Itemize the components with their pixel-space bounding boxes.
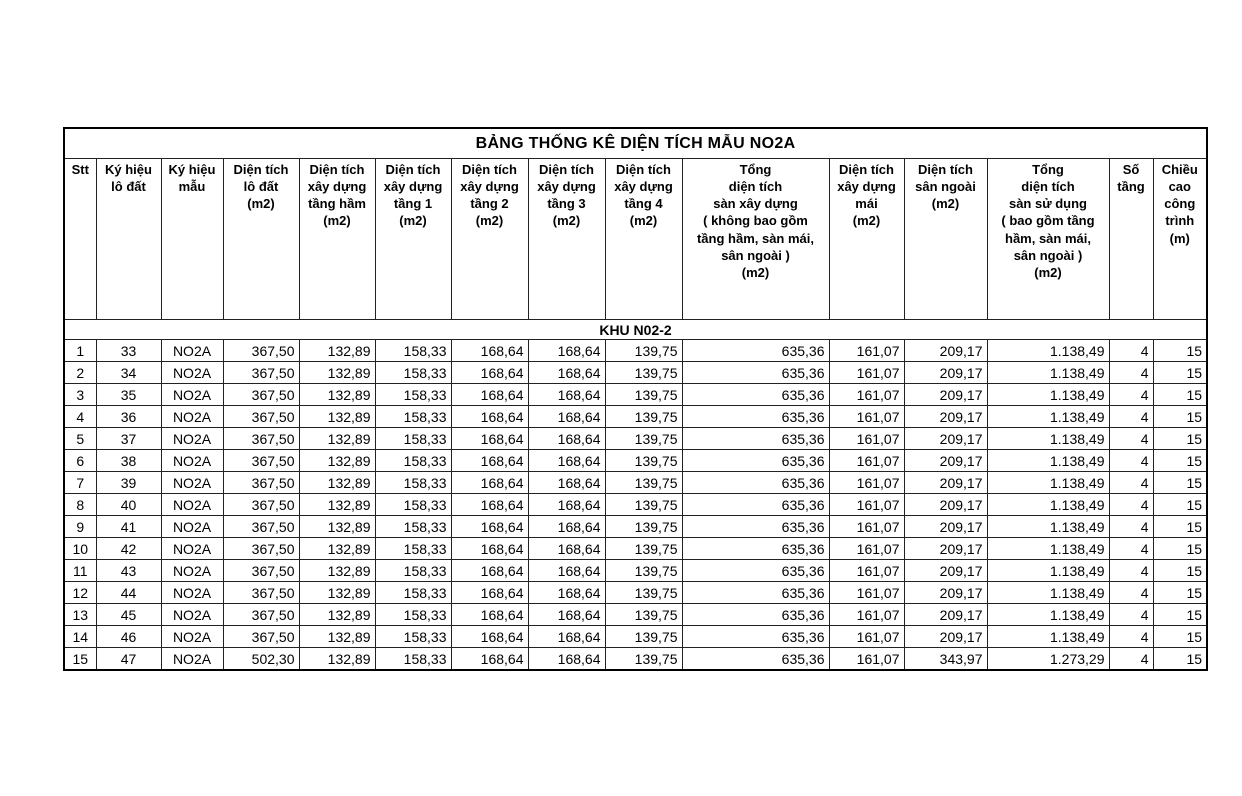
table-cell: 42 <box>96 538 161 560</box>
table-cell: 161,07 <box>829 538 904 560</box>
table-cell: 161,07 <box>829 494 904 516</box>
table-cell: 168,64 <box>451 560 528 582</box>
table-cell: 132,89 <box>299 406 375 428</box>
table-cell: 37 <box>96 428 161 450</box>
table-cell: 168,64 <box>528 450 605 472</box>
table-title: BẢNG THỐNG KÊ DIỆN TÍCH MẪU NO2A <box>64 128 1207 159</box>
table-cell: 139,75 <box>605 538 682 560</box>
table-cell: NO2A <box>161 494 223 516</box>
table-cell: 158,33 <box>375 648 451 671</box>
table-cell: 168,64 <box>451 582 528 604</box>
table-cell: 132,89 <box>299 384 375 406</box>
table-cell: 209,17 <box>904 362 987 384</box>
table-cell: 635,36 <box>682 604 829 626</box>
table-cell: 132,89 <box>299 428 375 450</box>
table-cell: 35 <box>96 384 161 406</box>
table-cell: NO2A <box>161 406 223 428</box>
table-cell: 4 <box>1109 362 1153 384</box>
table-cell: 132,89 <box>299 450 375 472</box>
table-cell: 45 <box>96 604 161 626</box>
table-cell: 161,07 <box>829 362 904 384</box>
table-cell: 209,17 <box>904 406 987 428</box>
table-cell: 132,89 <box>299 494 375 516</box>
table-cell: 158,33 <box>375 340 451 362</box>
table-cell: 12 <box>64 582 96 604</box>
table-cell: 635,36 <box>682 626 829 648</box>
table-cell: 209,17 <box>904 450 987 472</box>
table-cell: NO2A <box>161 560 223 582</box>
table-cell: 139,75 <box>605 648 682 671</box>
table-cell: 161,07 <box>829 626 904 648</box>
table-cell: 635,36 <box>682 472 829 494</box>
table-cell: 168,64 <box>451 428 528 450</box>
table-cell: 132,89 <box>299 582 375 604</box>
table-cell: 15 <box>1153 560 1207 582</box>
table-cell: 46 <box>96 626 161 648</box>
column-header-1: Ký hiệu lô đất <box>96 159 161 320</box>
table-cell: 161,07 <box>829 582 904 604</box>
table-cell: 1.273,29 <box>987 648 1109 671</box>
column-header-9: Tổng diện tích sàn xây dựng ( không bao gồm tầng hầm, sàn mái, sân ngoài ) (m2) <box>682 159 829 320</box>
table-cell: 168,64 <box>451 604 528 626</box>
table-cell: 4 <box>1109 538 1153 560</box>
table-cell: NO2A <box>161 648 223 671</box>
table-cell: NO2A <box>161 538 223 560</box>
table-cell: 367,50 <box>223 604 299 626</box>
table-cell: 168,64 <box>528 604 605 626</box>
table-cell: 209,17 <box>904 516 987 538</box>
column-header-6: Diện tích xây dựng tầng 2 (m2) <box>451 159 528 320</box>
table-cell: 367,50 <box>223 450 299 472</box>
table-cell: 132,89 <box>299 604 375 626</box>
table-cell: 39 <box>96 472 161 494</box>
table-cell: NO2A <box>161 626 223 648</box>
table-cell: NO2A <box>161 472 223 494</box>
table-cell: 15 <box>1153 384 1207 406</box>
table-cell: 1.138,49 <box>987 362 1109 384</box>
table-cell: 15 <box>1153 450 1207 472</box>
table-row <box>64 516 1207 538</box>
table-cell: 161,07 <box>829 428 904 450</box>
table-cell: 15 <box>1153 472 1207 494</box>
table-cell: 367,50 <box>223 406 299 428</box>
table-cell: 168,64 <box>528 560 605 582</box>
table-cell: 1.138,49 <box>987 494 1109 516</box>
table-cell: 15 <box>1153 340 1207 362</box>
table-cell: 4 <box>1109 450 1153 472</box>
table-cell: 41 <box>96 516 161 538</box>
table-cell: 15 <box>1153 362 1207 384</box>
table-cell: 139,75 <box>605 340 682 362</box>
table-cell: 168,64 <box>528 582 605 604</box>
table-cell: 1.138,49 <box>987 472 1109 494</box>
table-row <box>64 340 1207 362</box>
table-cell: 635,36 <box>682 560 829 582</box>
table-cell: 7 <box>64 472 96 494</box>
table-cell: 139,75 <box>605 626 682 648</box>
table-cell: 15 <box>1153 538 1207 560</box>
table-cell: 209,17 <box>904 626 987 648</box>
table-cell: NO2A <box>161 582 223 604</box>
table-cell: 139,75 <box>605 428 682 450</box>
table-cell: NO2A <box>161 340 223 362</box>
table-cell: 139,75 <box>605 384 682 406</box>
table-cell: 635,36 <box>682 340 829 362</box>
table-cell: 4 <box>1109 472 1153 494</box>
table-cell: 14 <box>64 626 96 648</box>
table-cell: 635,36 <box>682 582 829 604</box>
table-cell: 168,64 <box>451 494 528 516</box>
column-header-10: Diện tích xây dựng mái (m2) <box>829 159 904 320</box>
table-cell: 168,64 <box>528 538 605 560</box>
column-header-11: Diện tích sân ngoài (m2) <box>904 159 987 320</box>
table-cell: 139,75 <box>605 494 682 516</box>
table-cell: 161,07 <box>829 472 904 494</box>
table-cell: 139,75 <box>605 516 682 538</box>
table-cell: 168,64 <box>528 472 605 494</box>
table-cell: 168,64 <box>451 648 528 671</box>
table-cell: 168,64 <box>451 340 528 362</box>
table-cell: 139,75 <box>605 472 682 494</box>
table-cell: NO2A <box>161 516 223 538</box>
table-cell: 158,33 <box>375 406 451 428</box>
table-row <box>64 494 1207 516</box>
table-cell: 158,33 <box>375 538 451 560</box>
table-cell: 367,50 <box>223 384 299 406</box>
table-cell: NO2A <box>161 428 223 450</box>
table-cell: 367,50 <box>223 428 299 450</box>
table-cell: 47 <box>96 648 161 671</box>
table-cell: 168,64 <box>451 362 528 384</box>
table-cell: 4 <box>1109 560 1153 582</box>
table-cell: 132,89 <box>299 538 375 560</box>
table-cell: 168,64 <box>528 384 605 406</box>
table-cell: 139,75 <box>605 406 682 428</box>
table-cell: 635,36 <box>682 406 829 428</box>
table-cell: 168,64 <box>451 384 528 406</box>
table-cell: 11 <box>64 560 96 582</box>
table-cell: 158,33 <box>375 560 451 582</box>
table-cell: 158,33 <box>375 626 451 648</box>
table-cell: 168,64 <box>451 538 528 560</box>
table-cell: 1.138,49 <box>987 626 1109 648</box>
table-cell: 4 <box>1109 626 1153 648</box>
table-cell: 4 <box>1109 604 1153 626</box>
table-cell: 158,33 <box>375 450 451 472</box>
table-cell: 4 <box>1109 428 1153 450</box>
table-cell: 367,50 <box>223 494 299 516</box>
column-header-4: Diện tích xây dựng tầng hầm (m2) <box>299 159 375 320</box>
table-cell: 635,36 <box>682 516 829 538</box>
table-cell: 132,89 <box>299 472 375 494</box>
table-cell: 15 <box>1153 516 1207 538</box>
table-cell: 4 <box>1109 648 1153 671</box>
table-cell: 4 <box>64 406 96 428</box>
table-cell: 3 <box>64 384 96 406</box>
column-header-5: Diện tích xây dựng tầng 1 (m2) <box>375 159 451 320</box>
table-cell: 635,36 <box>682 428 829 450</box>
table-row <box>64 428 1207 450</box>
table-cell: 132,89 <box>299 362 375 384</box>
table-cell: 209,17 <box>904 604 987 626</box>
table-cell: 15 <box>1153 406 1207 428</box>
table-cell: 635,36 <box>682 648 829 671</box>
table-cell: 13 <box>64 604 96 626</box>
table-cell: NO2A <box>161 450 223 472</box>
table-cell: 132,89 <box>299 560 375 582</box>
table-cell: 4 <box>1109 516 1153 538</box>
table-cell: 139,75 <box>605 604 682 626</box>
table-cell: 635,36 <box>682 450 829 472</box>
table-cell: 43 <box>96 560 161 582</box>
table-cell: 209,17 <box>904 384 987 406</box>
table-cell: 367,50 <box>223 340 299 362</box>
table-cell: 168,64 <box>451 626 528 648</box>
table-cell: 158,33 <box>375 428 451 450</box>
table-cell: 168,64 <box>451 516 528 538</box>
table-cell: 15 <box>1153 582 1207 604</box>
table-cell: 1.138,49 <box>987 516 1109 538</box>
table-cell: 132,89 <box>299 516 375 538</box>
table-row <box>64 472 1207 494</box>
table-cell: 209,17 <box>904 428 987 450</box>
column-header-2: Ký hiệu mẫu <box>161 159 223 320</box>
column-header-13: Số tầng <box>1109 159 1153 320</box>
table-cell: 367,50 <box>223 516 299 538</box>
table-cell: 158,33 <box>375 516 451 538</box>
table-header-row <box>64 159 1207 320</box>
table-cell: 15 <box>1153 494 1207 516</box>
table-cell: 367,50 <box>223 582 299 604</box>
table-cell: 168,64 <box>528 340 605 362</box>
table-cell: 4 <box>1109 494 1153 516</box>
table-row <box>64 406 1207 428</box>
table-row <box>64 384 1207 406</box>
table-cell: 15 <box>1153 604 1207 626</box>
table-cell: 168,64 <box>528 362 605 384</box>
table-cell: 168,64 <box>528 494 605 516</box>
table-cell: 2 <box>64 362 96 384</box>
table-cell: 158,33 <box>375 604 451 626</box>
table-cell: 367,50 <box>223 538 299 560</box>
table-cell: 158,33 <box>375 494 451 516</box>
column-header-14: Chiều cao công trình (m) <box>1153 159 1207 320</box>
column-header-8: Diện tích xây dựng tầng 4 (m2) <box>605 159 682 320</box>
table-cell: 367,50 <box>223 560 299 582</box>
table-cell: 15 <box>1153 626 1207 648</box>
table-cell: 502,30 <box>223 648 299 671</box>
table-cell: 635,36 <box>682 538 829 560</box>
table-cell: 132,89 <box>299 340 375 362</box>
table-cell: 4 <box>1109 384 1153 406</box>
table-row <box>64 626 1207 648</box>
table-cell: 158,33 <box>375 472 451 494</box>
table-cell: 1.138,49 <box>987 384 1109 406</box>
table-cell: 635,36 <box>682 494 829 516</box>
table-cell: 168,64 <box>528 428 605 450</box>
table-row <box>64 648 1207 671</box>
table-cell: 161,07 <box>829 384 904 406</box>
table-cell: 4 <box>1109 582 1153 604</box>
table-cell: 367,50 <box>223 472 299 494</box>
table-cell: 209,17 <box>904 582 987 604</box>
table-cell: 209,17 <box>904 560 987 582</box>
table-cell: 139,75 <box>605 560 682 582</box>
table-cell: 1.138,49 <box>987 406 1109 428</box>
table-cell: 209,17 <box>904 472 987 494</box>
table-cell: 168,64 <box>528 648 605 671</box>
table-cell: 1.138,49 <box>987 340 1109 362</box>
table-cell: 1 <box>64 340 96 362</box>
table-row <box>64 450 1207 472</box>
table-cell: 161,07 <box>829 450 904 472</box>
column-header-12: Tổng diện tích sàn sử dụng ( bao gồm tầng hầm, sàn mái, sân ngoài ) (m2) <box>987 159 1109 320</box>
table-cell: 209,17 <box>904 494 987 516</box>
table-cell: 40 <box>96 494 161 516</box>
table-cell: 367,50 <box>223 626 299 648</box>
table-cell: 33 <box>96 340 161 362</box>
table-cell: 139,75 <box>605 362 682 384</box>
area-statistics-table <box>63 127 1208 671</box>
table-cell: 139,75 <box>605 450 682 472</box>
table-row <box>64 538 1207 560</box>
table-cell: 10 <box>64 538 96 560</box>
table-cell: 5 <box>64 428 96 450</box>
table-row <box>64 362 1207 384</box>
table-cell: NO2A <box>161 362 223 384</box>
table-cell: 1.138,49 <box>987 450 1109 472</box>
table-row <box>64 604 1207 626</box>
table-cell: 635,36 <box>682 384 829 406</box>
table-cell: NO2A <box>161 384 223 406</box>
section-label: KHU N02-2 <box>64 320 1207 340</box>
table-cell: 161,07 <box>829 648 904 671</box>
table-cell: 168,64 <box>528 626 605 648</box>
table-cell: 158,33 <box>375 362 451 384</box>
table-cell: 132,89 <box>299 648 375 671</box>
table-cell: 161,07 <box>829 340 904 362</box>
section-row <box>64 320 1207 340</box>
table-cell: 8 <box>64 494 96 516</box>
table-cell: 9 <box>64 516 96 538</box>
table-cell: 168,64 <box>451 450 528 472</box>
table-cell: 635,36 <box>682 362 829 384</box>
table-cell: 15 <box>64 648 96 671</box>
table-cell: 36 <box>96 406 161 428</box>
column-header-7: Diện tích xây dựng tầng 3 (m2) <box>528 159 605 320</box>
table-cell: 1.138,49 <box>987 428 1109 450</box>
table-cell: 1.138,49 <box>987 582 1109 604</box>
table-cell: 1.138,49 <box>987 538 1109 560</box>
table-cell: 158,33 <box>375 384 451 406</box>
table-cell: 4 <box>1109 340 1153 362</box>
column-header-0: Stt <box>64 159 96 320</box>
table-cell: 15 <box>1153 648 1207 671</box>
table-cell: 4 <box>1109 406 1153 428</box>
table-cell: 6 <box>64 450 96 472</box>
table-cell: 161,07 <box>829 560 904 582</box>
table-cell: 209,17 <box>904 538 987 560</box>
table-cell: 132,89 <box>299 626 375 648</box>
table-cell: 158,33 <box>375 582 451 604</box>
table-cell: 15 <box>1153 428 1207 450</box>
table-cell: 168,64 <box>528 406 605 428</box>
table-cell: 34 <box>96 362 161 384</box>
table-cell: 161,07 <box>829 604 904 626</box>
table-cell: 44 <box>96 582 161 604</box>
table-row <box>64 582 1207 604</box>
column-header-3: Diện tích lô đất (m2) <box>223 159 299 320</box>
table-cell: 38 <box>96 450 161 472</box>
table-cell: 168,64 <box>528 516 605 538</box>
table-cell: 343,97 <box>904 648 987 671</box>
table-title-row <box>64 128 1207 159</box>
table-cell: 168,64 <box>451 406 528 428</box>
table-cell: 1.138,49 <box>987 604 1109 626</box>
table-row <box>64 560 1207 582</box>
table-cell: 367,50 <box>223 362 299 384</box>
table-cell: 139,75 <box>605 582 682 604</box>
table-cell: 161,07 <box>829 516 904 538</box>
table-cell: 1.138,49 <box>987 560 1109 582</box>
table-cell: 209,17 <box>904 340 987 362</box>
table-cell: NO2A <box>161 604 223 626</box>
table-cell: 161,07 <box>829 406 904 428</box>
table-cell: 168,64 <box>451 472 528 494</box>
